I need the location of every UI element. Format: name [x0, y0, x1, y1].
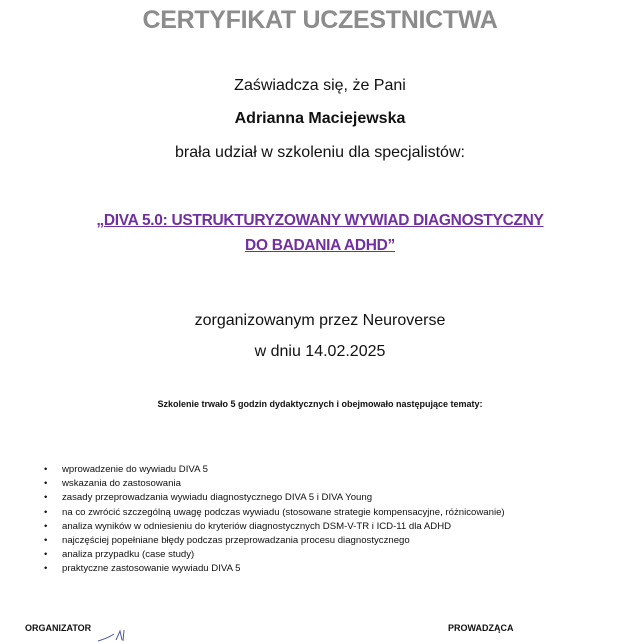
- topic-text: wskazania do zastosowania: [62, 478, 181, 490]
- list-item: [44, 491, 505, 505]
- topic-text: wprowadzenie do wywiadu DIVA 5: [62, 464, 208, 475]
- certificate-title: CERTYFIKAT UCZESTNICTWA: [142, 6, 498, 34]
- bullet-icon: •: [44, 492, 48, 504]
- bullet-icon: •: [44, 563, 48, 575]
- topic-text: praktyczne zastosowanie wywiadu DIVA 5: [62, 563, 241, 575]
- list-item: [44, 520, 505, 534]
- bullet-icon: •: [44, 534, 48, 546]
- training-title-line2: DO BADANIA ADHD”: [245, 237, 395, 254]
- bullet-icon: •: [44, 478, 48, 490]
- bullet-icon: •: [44, 506, 48, 518]
- list-item: [44, 477, 505, 491]
- list-item: [44, 506, 505, 520]
- participation-text: brała udział w szkoleniu dla specjalistów:: [175, 144, 465, 161]
- list-item: [44, 562, 505, 576]
- intro-text: Zaświadcza się, że Pani: [234, 77, 406, 94]
- bullet-icon: •: [44, 549, 48, 561]
- participant-name: Adrianna Maciejewska: [234, 110, 406, 127]
- topic-text: analiza przypadku (case study): [62, 549, 195, 561]
- topic-text: zasady przeprowadzania wywiadu diagnostycznego DIVA 5 i DIVA Young: [62, 492, 373, 504]
- organizer-text: zorganizowanym przez Neuroverse: [194, 312, 446, 329]
- list-item: [44, 548, 505, 562]
- bullet-icon: •: [44, 520, 48, 532]
- topic-text: analiza wyników w odniesieniu do kryteriów diagnostycznych DSM-V-TR i ICD-11 dla ADHD: [62, 520, 452, 532]
- bullet-icon: •: [44, 464, 48, 475]
- duration-text: Szkolenie trwało 5 godzin dydaktycznych i obejmowało następujące tematy:: [157, 399, 483, 409]
- list-item: [44, 463, 505, 477]
- training-title-line1: „DIVA 5.0: USTRUKTURYZOWANY WYWIAD DIAGNOSTYCZNY: [96, 212, 544, 229]
- topics-list: [44, 463, 505, 577]
- date-text: w dniu 14.02.2025: [254, 343, 386, 360]
- instructor-label: PROWADZĄCA: [448, 623, 514, 633]
- topic-text: najczęściej popełniane błędy podczas przeprowadzania procesu diagnostycznego: [62, 534, 410, 546]
- topic-text: na co zwrócić szczególną uwagę podczas wywiadu (stosowane strategie kompensacyjne, różnicowanie): [62, 506, 505, 518]
- organizer-label: ORGANIZATOR: [25, 623, 92, 633]
- list-item: [44, 534, 505, 548]
